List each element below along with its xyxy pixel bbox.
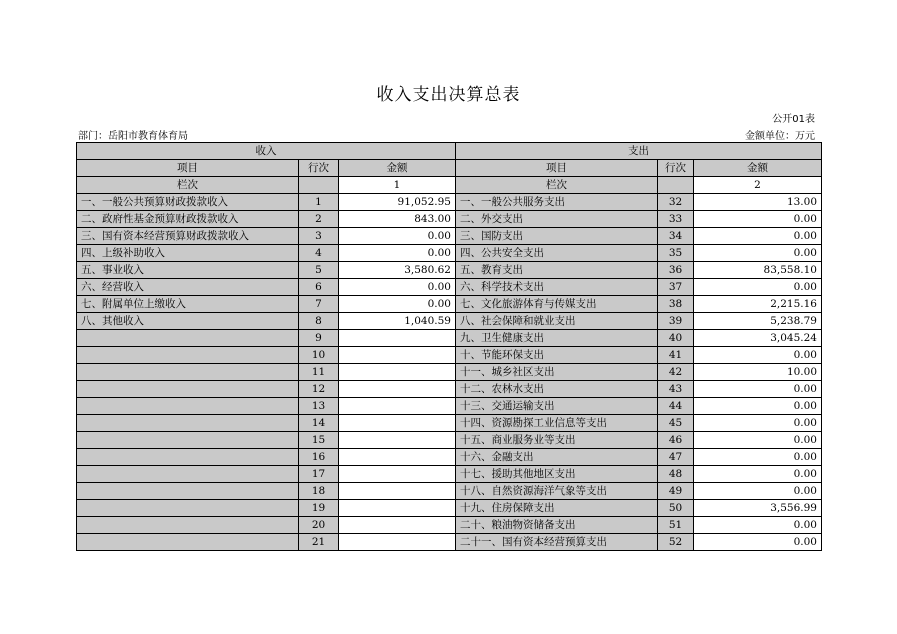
expense-row-no: 47 <box>658 449 694 466</box>
expense-row-no: 44 <box>658 398 694 415</box>
column-number-row <box>77 177 822 194</box>
table-row <box>77 347 822 364</box>
expense-amount: 5,238.79 <box>694 313 822 330</box>
income-item-name <box>77 534 299 551</box>
expense-amount: 0.00 <box>694 432 822 449</box>
income-item-name: 七、附属单位上缴收入 <box>77 296 299 313</box>
income-row-no: 11 <box>299 364 339 381</box>
income-expense-table <box>76 142 822 551</box>
income-item-name <box>77 500 299 517</box>
expense-row-no: 33 <box>658 211 694 228</box>
income-amount: 91,052.95 <box>339 194 456 211</box>
expense-amount: 0.00 <box>694 534 822 551</box>
expense-item-header: 项目 <box>456 160 658 177</box>
income-amount <box>339 483 456 500</box>
expense-amount: 0.00 <box>694 245 822 262</box>
income-item-header: 项目 <box>77 160 299 177</box>
expense-item-name: 一、一般公共服务支出 <box>456 194 658 211</box>
expense-item-name: 二十、粮油物资储备支出 <box>456 517 658 534</box>
income-row-no: 6 <box>299 279 339 296</box>
expense-item-name: 十九、住房保障支出 <box>456 500 658 517</box>
expense-amount: 0.00 <box>694 483 822 500</box>
income-item-name: 一、一般公共预算财政拨款收入 <box>77 194 299 211</box>
income-section-header: 收入 <box>77 143 456 160</box>
table-row <box>77 398 822 415</box>
income-amount <box>339 500 456 517</box>
income-item-name: 四、上级补助收入 <box>77 245 299 262</box>
income-amount <box>339 415 456 432</box>
income-row-no: 5 <box>299 262 339 279</box>
table-row <box>77 483 822 500</box>
expense-item-name: 五、教育支出 <box>456 262 658 279</box>
income-amount <box>339 517 456 534</box>
expense-amount: 0.00 <box>694 398 822 415</box>
expense-column-number: 2 <box>694 177 822 194</box>
form-code: 公开01表 <box>772 114 815 125</box>
table-row <box>77 262 822 279</box>
expense-row-no: 36 <box>658 262 694 279</box>
expense-item-name: 七、文化旅游体育与传媒支出 <box>456 296 658 313</box>
income-row-no: 2 <box>299 211 339 228</box>
expense-amount: 0.00 <box>694 347 822 364</box>
income-item-name <box>77 483 299 500</box>
expense-row-no: 45 <box>658 415 694 432</box>
income-column-label: 栏次 <box>77 177 299 194</box>
table-row <box>77 245 822 262</box>
income-row-no: 7 <box>299 296 339 313</box>
income-row-no: 17 <box>299 466 339 483</box>
income-item-name <box>77 517 299 534</box>
expense-amount: 0.00 <box>694 279 822 296</box>
income-item-name <box>77 330 299 347</box>
income-amount <box>339 466 456 483</box>
income-row-no: 19 <box>299 500 339 517</box>
income-amount: 3,580.62 <box>339 262 456 279</box>
table-row <box>77 194 822 211</box>
income-amount <box>339 347 456 364</box>
expense-amount: 0.00 <box>694 466 822 483</box>
table-row <box>77 296 822 313</box>
expense-row-no: 39 <box>658 313 694 330</box>
expense-row-no: 50 <box>658 500 694 517</box>
expense-row-no: 41 <box>658 347 694 364</box>
income-item-name: 五、事业收入 <box>77 262 299 279</box>
expense-item-name: 十六、金融支出 <box>456 449 658 466</box>
income-row-no: 21 <box>299 534 339 551</box>
expense-row-no: 49 <box>658 483 694 500</box>
table-row <box>77 432 822 449</box>
income-row-no-blank <box>299 177 339 194</box>
expense-amount: 0.00 <box>694 211 822 228</box>
expense-item-name: 四、公共安全支出 <box>456 245 658 262</box>
income-row-no: 16 <box>299 449 339 466</box>
expense-row-no: 34 <box>658 228 694 245</box>
expense-item-name: 二、外交支出 <box>456 211 658 228</box>
expense-row-no: 52 <box>658 534 694 551</box>
table-row <box>77 381 822 398</box>
expense-item-name: 十五、商业服务业等支出 <box>456 432 658 449</box>
income-item-name <box>77 398 299 415</box>
table-row <box>77 466 822 483</box>
expense-item-name: 十八、自然资源海洋气象等支出 <box>456 483 658 500</box>
income-item-name <box>77 466 299 483</box>
income-item-name: 二、政府性基金预算财政拨款收入 <box>77 211 299 228</box>
table-row <box>77 279 822 296</box>
income-item-name: 六、经营收入 <box>77 279 299 296</box>
expense-row-no: 48 <box>658 466 694 483</box>
income-amount <box>339 534 456 551</box>
table-row <box>77 228 822 245</box>
expense-item-name: 六、科学技术支出 <box>456 279 658 296</box>
expense-row-no: 42 <box>658 364 694 381</box>
expense-amount: 2,215.16 <box>694 296 822 313</box>
expense-amount: 0.00 <box>694 449 822 466</box>
table-row <box>77 313 822 330</box>
income-row-no: 12 <box>299 381 339 398</box>
expense-row-no: 51 <box>658 517 694 534</box>
income-row-no: 13 <box>299 398 339 415</box>
income-item-name <box>77 449 299 466</box>
expense-amount: 3,556.99 <box>694 500 822 517</box>
income-row-no-header: 行次 <box>299 160 339 177</box>
expense-item-name: 二十一、国有资本经营预算支出 <box>456 534 658 551</box>
expense-amount: 0.00 <box>694 381 822 398</box>
income-item-name: 八、其他收入 <box>77 313 299 330</box>
income-row-no: 20 <box>299 517 339 534</box>
income-item-name <box>77 432 299 449</box>
expense-row-no-blank <box>658 177 694 194</box>
expense-row-no: 32 <box>658 194 694 211</box>
expense-row-no-header: 行次 <box>658 160 694 177</box>
expense-amount: 0.00 <box>694 517 822 534</box>
income-item-name: 三、国有资本经营预算财政拨款收入 <box>77 228 299 245</box>
department-label: 部门：岳阳市教育体育局 <box>78 131 188 142</box>
income-row-no: 1 <box>299 194 339 211</box>
income-amount: 843.00 <box>339 211 456 228</box>
expense-amount: 13.00 <box>694 194 822 211</box>
income-amount: 0.00 <box>339 296 456 313</box>
expense-item-name: 十、节能环保支出 <box>456 347 658 364</box>
income-column-number: 1 <box>339 177 456 194</box>
income-amount: 0.00 <box>339 228 456 245</box>
income-item-name <box>77 347 299 364</box>
income-amount <box>339 449 456 466</box>
income-amount: 0.00 <box>339 279 456 296</box>
income-row-no: 18 <box>299 483 339 500</box>
expense-amount: 3,045.24 <box>694 330 822 347</box>
table-row <box>77 330 822 347</box>
expense-item-name: 十四、资源勘探工业信息等支出 <box>456 415 658 432</box>
income-item-name <box>77 415 299 432</box>
expense-item-name: 十一、城乡社区支出 <box>456 364 658 381</box>
expense-row-no: 43 <box>658 381 694 398</box>
income-amount <box>339 330 456 347</box>
expense-item-name: 十三、交通运输支出 <box>456 398 658 415</box>
table-row <box>77 534 822 551</box>
table-row <box>77 211 822 228</box>
expense-row-no: 37 <box>658 279 694 296</box>
expense-row-no: 46 <box>658 432 694 449</box>
expense-item-name: 十二、农林水支出 <box>456 381 658 398</box>
income-amount-header: 金额 <box>339 160 456 177</box>
expense-item-name: 三、国防支出 <box>456 228 658 245</box>
expense-amount-header: 金额 <box>694 160 822 177</box>
expense-amount: 0.00 <box>694 228 822 245</box>
table-row <box>77 449 822 466</box>
income-row-no: 14 <box>299 415 339 432</box>
expense-section-header: 支出 <box>456 143 822 160</box>
table-row <box>77 500 822 517</box>
income-item-name <box>77 364 299 381</box>
expense-item-name: 十七、援助其他地区支出 <box>456 466 658 483</box>
expense-column-label: 栏次 <box>456 177 658 194</box>
income-row-no: 10 <box>299 347 339 364</box>
income-amount <box>339 364 456 381</box>
table-row <box>77 517 822 534</box>
income-row-no: 3 <box>299 228 339 245</box>
income-amount <box>339 381 456 398</box>
expense-row-no: 35 <box>658 245 694 262</box>
income-item-name <box>77 381 299 398</box>
expense-amount: 10.00 <box>694 364 822 381</box>
expense-row-no: 40 <box>658 330 694 347</box>
expense-row-no: 38 <box>658 296 694 313</box>
income-amount <box>339 398 456 415</box>
income-row-no: 4 <box>299 245 339 262</box>
income-row-no: 9 <box>299 330 339 347</box>
income-row-no: 8 <box>299 313 339 330</box>
income-amount <box>339 432 456 449</box>
expense-item-name: 八、社会保障和就业支出 <box>456 313 658 330</box>
income-row-no: 15 <box>299 432 339 449</box>
page-title: 收入支出决算总表 <box>376 85 521 105</box>
table-row <box>77 415 822 432</box>
expense-amount: 0.00 <box>694 415 822 432</box>
section-header-row <box>77 143 822 160</box>
income-amount: 0.00 <box>339 245 456 262</box>
table-row <box>77 364 822 381</box>
expense-amount: 83,558.10 <box>694 262 822 279</box>
income-amount: 1,040.59 <box>339 313 456 330</box>
column-header-row <box>77 160 822 177</box>
unit-label: 金额单位：万元 <box>745 131 815 142</box>
expense-item-name: 九、卫生健康支出 <box>456 330 658 347</box>
